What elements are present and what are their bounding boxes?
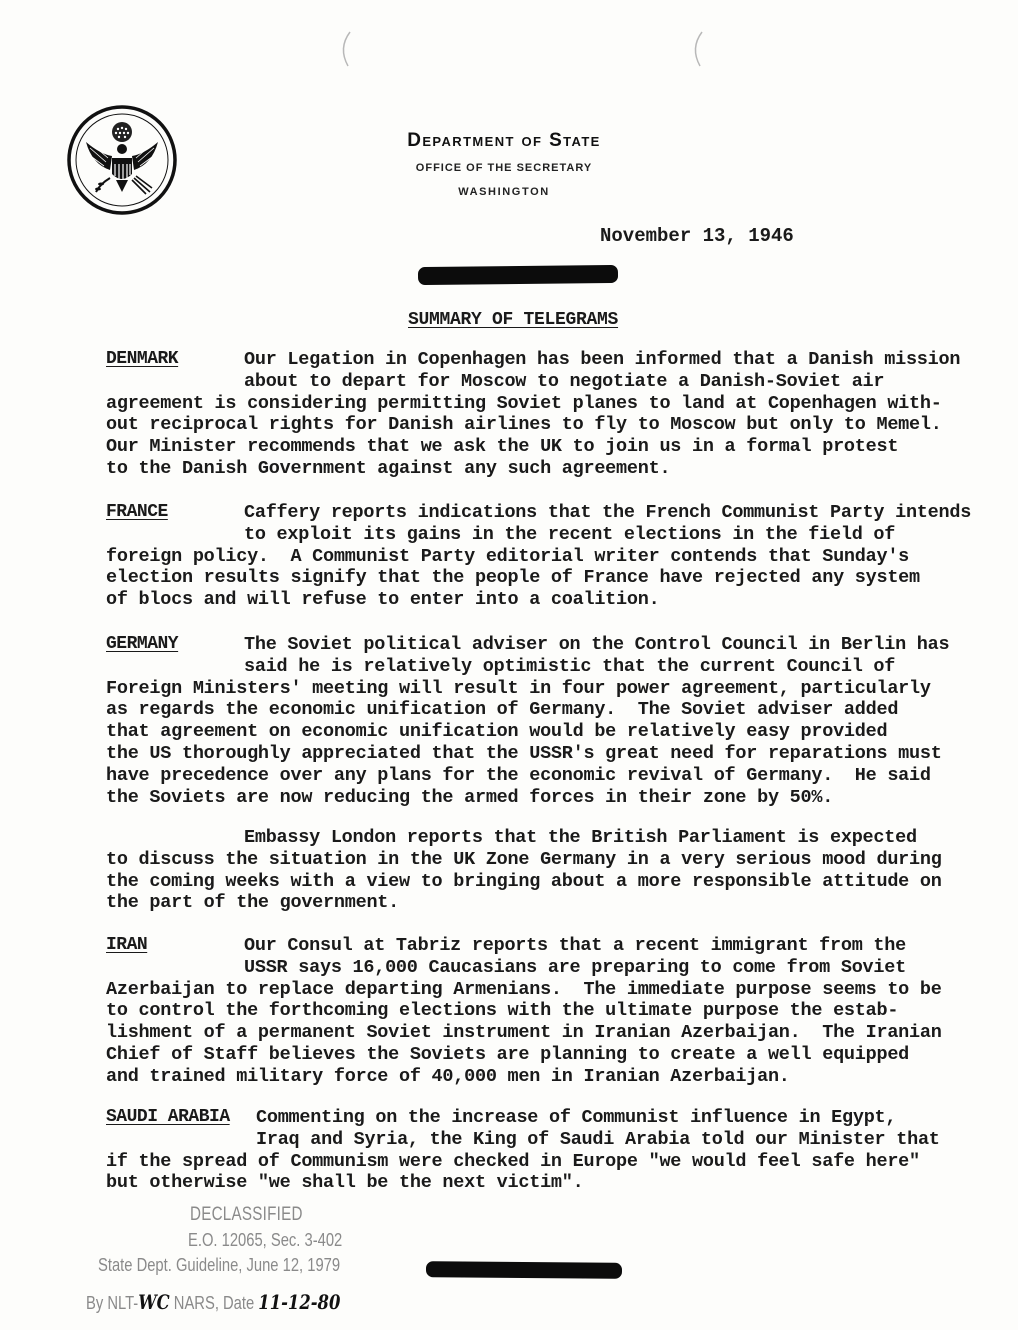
section-label: GERMANY bbox=[106, 634, 179, 654]
text-line: USSR says 16,000 Caucasians are preparing to come from Soviet bbox=[244, 956, 906, 978]
section-france bbox=[106, 502, 976, 611]
letterhead-office: OFFICE OF THE SECRETARY bbox=[415, 162, 593, 174]
text-line: Azerbaijan to replace departing Armenians. The immediate purpose seems to be bbox=[106, 978, 942, 1000]
text-line: Our Legation in Copenhagen has been informed that a Danish mission bbox=[244, 349, 961, 370]
stamp-nars-date-label: NARS, Date bbox=[169, 1293, 259, 1313]
text-line: the US thoroughly appreciated that the USSR's great need for reparations must bbox=[106, 742, 942, 764]
text-line: Foreign Ministers' meeting will result in four power agreement, particularly bbox=[106, 677, 931, 699]
text-line: of blocs and will refuse to enter into a coalition. bbox=[106, 589, 660, 611]
text-line: have precedence over any plans for the economic revival of Germany. He said bbox=[106, 764, 931, 786]
text-line: The Soviet political adviser on the Control Council in Berlin has bbox=[244, 634, 950, 655]
great-seal-eagle-icon bbox=[66, 104, 178, 216]
section-label: DENMARK bbox=[106, 349, 179, 369]
section-denmark bbox=[106, 349, 976, 480]
text-line: to control the forthcoming elections with the ultimate purpose the estab- bbox=[106, 1000, 899, 1022]
section-germany-london bbox=[106, 827, 976, 914]
summary-title: SUMMARY OF TELEGRAMS bbox=[408, 310, 619, 330]
text-line: the part of the government. bbox=[106, 892, 399, 914]
section-label: SAUDI ARABIA bbox=[106, 1107, 230, 1127]
text-line: said he is relatively optimistic that the current Council of bbox=[244, 655, 896, 677]
text-line: that agreement on economic unification would be relatively easy provided bbox=[106, 721, 888, 743]
text-line: out reciprocal rights for Danish airlines to fly to Moscow but only to Memel. bbox=[106, 414, 942, 436]
punch-mark-icon bbox=[686, 30, 706, 70]
text-line: to the Danish Government against any such agreement. bbox=[106, 457, 671, 479]
text-line: Caffery reports indications that the French Communist Party intends bbox=[244, 502, 972, 523]
text-line: agreement is considering permitting Soviet planes to land at Copenhagen with- bbox=[106, 392, 942, 414]
text-line: Iraq and Syria, the King of Saudi Arabia told our Minister that bbox=[256, 1128, 940, 1150]
document-date: November 13, 1946 bbox=[600, 225, 794, 247]
text-line: about to depart for Moscow to negotiate a Danish-Soviet air bbox=[244, 370, 885, 392]
text-line: the Soviets are now reducing the armed forces in their zone by 50%. bbox=[106, 786, 834, 808]
text-line: lishment of a permanent Soviet instrument in Iranian Azerbaijan. The Iranian bbox=[106, 1022, 942, 1044]
declassified-stamp: DECLASSIFIED bbox=[190, 1204, 303, 1225]
stamp-by-prefix: By NLT- bbox=[86, 1293, 139, 1313]
text-line: but otherwise "we shall be the next victim". bbox=[106, 1172, 584, 1194]
section-iran bbox=[106, 935, 976, 1088]
text-line: Our Consul at Tabriz reports that a recent immigrant from the bbox=[244, 935, 906, 956]
letterhead-department: Department of State bbox=[407, 130, 601, 151]
stamp-eo-line: E.O. 12065, Sec. 3-402 bbox=[188, 1230, 343, 1250]
punch-mark-icon bbox=[334, 30, 354, 70]
text-line: and trained military force of 40,000 men in Iranian Azerbaijan. bbox=[106, 1065, 790, 1087]
redaction-bar bbox=[426, 1261, 622, 1279]
section-label: FRANCE bbox=[106, 502, 168, 522]
section-saudi-arabia bbox=[106, 1107, 976, 1194]
stamp-guideline-line: State Dept. Guideline, June 12, 1979 bbox=[98, 1255, 341, 1275]
section-label: IRAN bbox=[106, 935, 148, 955]
section-germany bbox=[106, 634, 976, 808]
stamp-authority-line bbox=[86, 1290, 340, 1314]
handwritten-initials: WC bbox=[138, 1290, 170, 1314]
text-line: election results signify that the people of France have rejected any system bbox=[106, 567, 920, 589]
text-line: the coming weeks with a view to bringing about a more responsible attitude on bbox=[106, 870, 942, 892]
text-line: Our Minister recommends that we ask the UK to join us in a formal protest bbox=[106, 436, 899, 458]
letterhead-city: WASHINGTON bbox=[458, 186, 550, 198]
text-line: Commenting on the increase of Communist influence in Egypt, bbox=[256, 1107, 897, 1128]
text-line: to exploit its gains in the recent elections in the field of bbox=[244, 523, 896, 545]
redaction-bar bbox=[418, 265, 618, 285]
text-line: Chief of Staff believes the Soviets are planning to create a well equipped bbox=[106, 1043, 910, 1065]
text-line: as regards the economic unification of Germany. The Soviet adviser added bbox=[106, 699, 899, 721]
text-line: if the spread of Communism were checked in Europe "we would feel safe here" bbox=[106, 1150, 920, 1172]
text-line: Embassy London reports that the British Parliament is expected bbox=[244, 827, 917, 848]
text-line: foreign policy. A Communist Party editorial writer contends that Sunday's bbox=[106, 545, 910, 567]
text-line: to discuss the situation in the UK Zone Germany in a very serious mood during bbox=[106, 848, 942, 870]
handwritten-date: 11-12-80 bbox=[258, 1290, 341, 1314]
